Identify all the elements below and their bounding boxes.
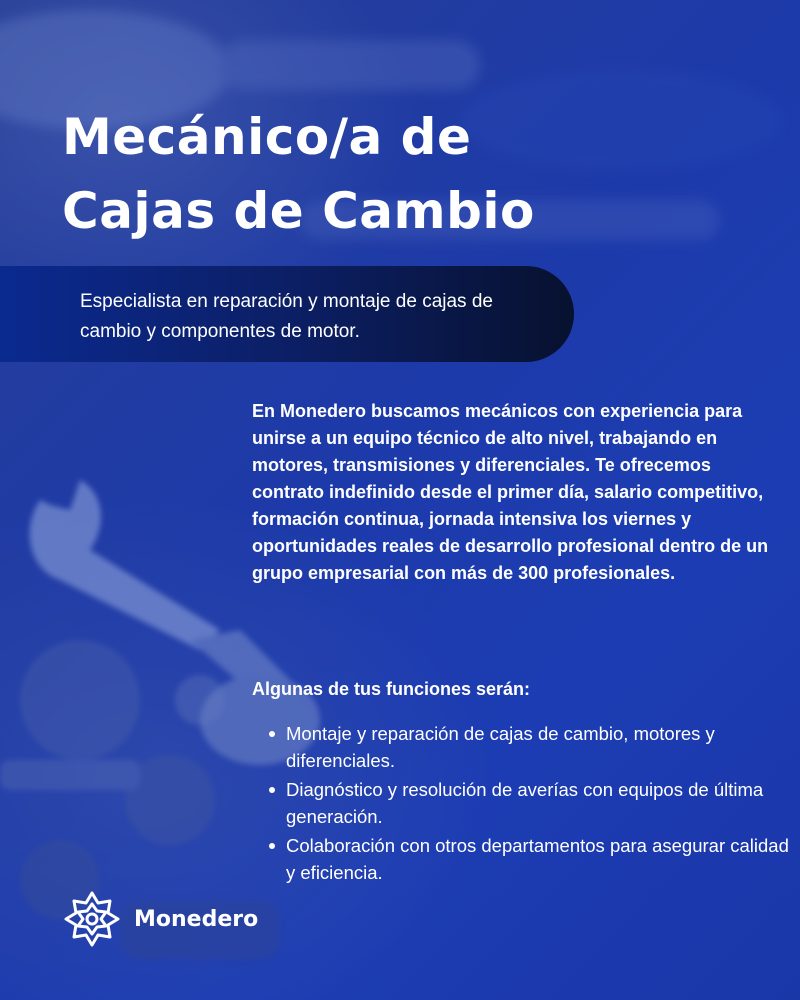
intro-paragraph: En Monedero buscamos mecánicos con experiencia para unirse a un equipo técnico de alto nivel, trabajando en motores, transmisiones y diferenciales. Te ofrecemos contrato indefinido desde el primer día, salario competitivo, formación continua, jornada intensiva los viernes y oportunidades reales de desarrollo profesional dentro de un grupo empresarial con más de 300 profesionales.: [252, 401, 769, 583]
brand-name: Monedero: [134, 906, 259, 932]
brand-logo: [62, 888, 258, 950]
subtitle-text: Especialista en reparación y montaje de cajas de cambio y componentes de motor.: [80, 291, 493, 342]
functions-heading: Algunas de tus funciones serán:: [252, 679, 531, 699]
snowflake-gear-icon: [62, 889, 122, 949]
job-title-line-1: Mecánico/a de: [62, 108, 472, 166]
list-item: Montaje y reparación de cajas de cambio, motores y diferenciales.: [286, 720, 796, 774]
list-item: Colaboración con otros departamentos para asegurar calidad y eficiencia.: [286, 832, 796, 886]
job-title: [62, 100, 702, 248]
list-item: Diagnóstico y resolución de averías con equipos de última generación.: [286, 776, 796, 830]
functions-list: [252, 720, 796, 888]
job-title-line-2: Cajas de Cambio: [62, 182, 535, 240]
